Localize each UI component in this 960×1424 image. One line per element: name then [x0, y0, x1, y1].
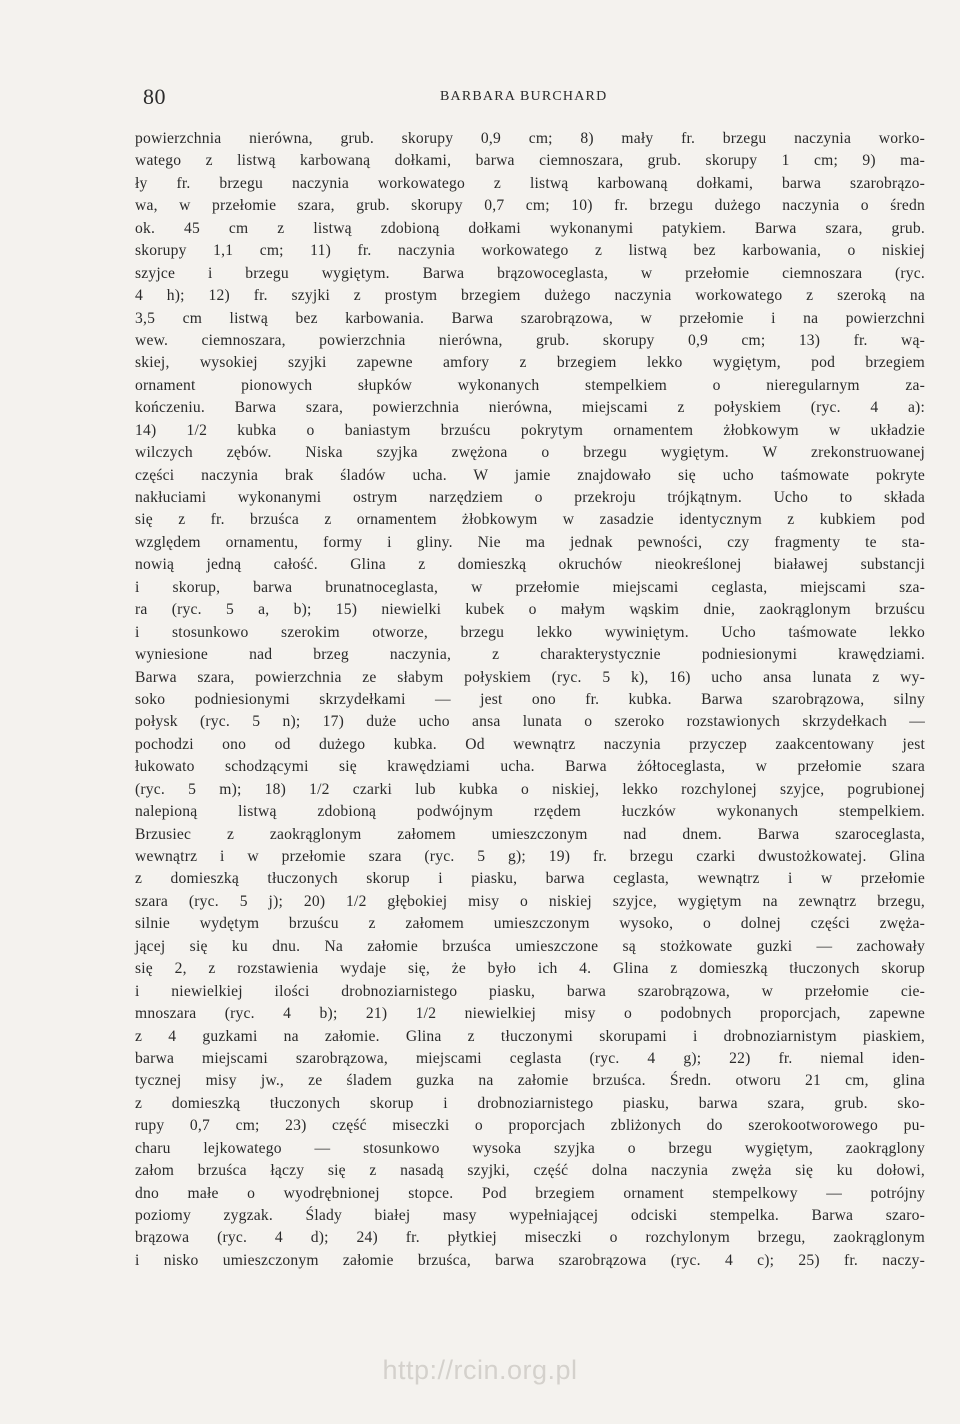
- text-line: i skorup, barwa brunatnoceglasta, w przełomie miejscami ceglasta, miejscami sza-: [135, 578, 925, 596]
- text-line: Barwa szara, powierzchnia ze słabym połyskiem (ryc. 5 k), 16) ucho ansa lunata z wy-: [135, 668, 925, 686]
- text-line: pochodzi ono od dużego kubka. Od wewnątrz naczynia przyczep zaakcentowany jest: [135, 735, 925, 753]
- text-line: nowią jedną całość. Glina z domieszką okruchów nieokreślonej białawej substancji: [135, 556, 925, 574]
- text-line: szyjce i brzegu wygiętym. Barwa brązowoceglasta, w przełomie ciemnoszara (ryc.: [135, 264, 925, 282]
- text-line: części naczynia brak śladów ucha. W jamie znajdowało się ucho taśmowate pokryte: [135, 466, 925, 484]
- text-line: wilczych zębów. Niska szyjka zwężona o brzegu wygiętym. W zrekonstruowanej: [135, 444, 925, 462]
- text-line: ok. 45 cm z listwą zdobioną dołkami wykonanymi patykiem. Barwa szara, grub.: [135, 219, 925, 237]
- text-line: dno małe o wyodrębnionej stopce. Pod brzegiem ornament stempelkowy — potrójny: [135, 1184, 925, 1202]
- text-line: załom brzuśca łączy się z nasadą szyjki, część dolna naczynia zwęża się ku dołowi,: [135, 1162, 925, 1180]
- text-line: z domieszką tłuczonych skorup i piasku, barwa ceglasta, wewnątrz i w przełomie: [135, 870, 925, 888]
- text-line: Brzusiec z zaokrąglonym załomem umieszczonym nad dnem. Barwa szaroceglasta,: [135, 825, 925, 843]
- text-line: poziomy zygzak. Ślady białej masy wypełniającej odciski stempelka. Barwa szaro-: [135, 1207, 925, 1224]
- text-line: soko podniesionymi skrzydełkami — jest ono fr. kubka. Barwa szarobrązowa, silny: [135, 690, 925, 708]
- text-line: (ryc. 5 m); 18) 1/2 czarki lub kubka o niskiej, lekko rozchylonej szyjce, pogrubionej: [135, 780, 925, 798]
- text-line: wewnątrz i w przełomie szara (ryc. 5 g); 19) fr. brzegu czarki dwustożkowatej. Glina: [135, 848, 925, 865]
- text-line: watego z listwą karbowaną dołkami, barwa ciemnoszara, grub. skorupy 1 cm; 9) ma-: [135, 152, 925, 170]
- text-line: skorupy 1,1 cm; 11) fr. naczynia workowatego z listwą bez karbowania, o niskiej: [135, 242, 925, 260]
- text-line: nalepioną listwą zdobioną podwójnym rzędem łuczków wykonanych stempelkiem.: [135, 803, 925, 821]
- text-line: jącej się ku dnu. Na załomie brzuśca umieszczone są stożkowate guzki — zachowały: [135, 937, 925, 955]
- text-line: wyniesione nad brzeg naczynia, z charakterystycznie podniesionymi krawędziami.: [135, 646, 925, 664]
- text-line: 3,5 cm listwą bez karbowania. Barwa szarobrązowa, w przełomie i na powierzchni: [135, 309, 925, 327]
- text-line: wew. ciemnoszara, powierzchnia nierówna, grub. skorupy 0,9 cm; 13) fr. wą-: [135, 331, 925, 349]
- body-text: [135, 128, 925, 1272]
- text-line: szara (ryc. 5 j); 20) 1/2 głębokiej misy o niskiej szyjce, wygiętym na zewnątrz brzegu,: [135, 892, 925, 910]
- text-line: barwa miejscami szarobrązowa, miejscami ceglasta (ryc. 4 g); 22) fr. niemal iden-: [135, 1049, 925, 1067]
- text-line: z domieszką tłuczonych skorup i drobnoziarnistego piasku, barwa szara, grub. sko-: [135, 1094, 925, 1112]
- text-line: z 4 guzkami na załomie. Glina z tłuczonymi skorupami i drobnoziarnistym piaskiem,: [135, 1027, 925, 1045]
- text-line: i niewielkiej ilości drobnoziarnistego piasku, barwa szarobrązowa, w przełomie cie-: [135, 982, 925, 1000]
- text-line: ra (ryc. 5 a, b); 15) niewielki kubek o małym wąskim dnie, zaokrąglonym brzuścu: [135, 601, 925, 619]
- text-line: 4 h); 12) fr. szyjki z prostym brzegiem dużego naczynia workowatego z szeroką na: [135, 287, 925, 305]
- text-line: silnie wydętym brzuścu z załomem umieszczonym wysoko, o dolnej części zwęża-: [135, 915, 925, 933]
- text-line: 14) 1/2 kubka o baniastym brzuścu pokrytym ornamentem żłobkowym w układzie: [135, 421, 925, 439]
- text-line: względem ornamentu, formy i gliny. Nie ma jednak pewności, czy fragmenty te sta-: [135, 533, 925, 551]
- text-line: i stosunkowo szerokim otworze, brzegu lekko wywiniętym. Ucho taśmowate lekko: [135, 623, 925, 641]
- text-line: połysk (ryc. 5 n); 17) duże ucho ansa lunata o szeroko rozstawionych skrzydełkach —: [135, 713, 925, 731]
- text-line: tycznej misy jw., ze śladem guzka na załomie brzuśca. Średn. otworu 21 cm, glina: [135, 1072, 925, 1090]
- text-line: kończeniu. Barwa szara, powierzchnia nierówna, miejscami z połyskiem (ryc. 4 a):: [135, 399, 925, 417]
- text-line: ły fr. brzegu naczynia workowatego z listwą karbowaną dołkami, barwa szarobrązo-: [135, 174, 925, 192]
- text-line: nakłuciami wykonanymi ostrym narzędziem o przekroju trójkątnym. Ucho to składa: [135, 489, 925, 506]
- text-line: się 2, z rozstawienia wydaje się, że było ich 4. Glina z domieszką tłuczonych skorup: [135, 960, 925, 978]
- text-line: brązowa (ryc. 4 d); 24) fr. płytkiej miseczki o rozchylonym brzegu, zaokrąglonym: [135, 1229, 925, 1247]
- text-line: charu lejkowatego — stosunkowo wysoka szyjka o brzegu wygiętym, zaokrąglony: [135, 1139, 925, 1157]
- text-line: skiej, wysokiej szyjki zapewne amfory z brzegiem lekko wygiętym, pod brzegiem: [135, 354, 925, 372]
- text-line: i nisko umieszczonym załomie brzuśca, barwa szarobrązowa (ryc. 4 c); 25) fr. naczy-: [135, 1251, 925, 1269]
- watermark-url: http://rcin.org.pl: [382, 1355, 578, 1385]
- text-line: mnoszara (ryc. 4 b); 21) 1/2 niewielkiej misy o podobnych proporcjach, zapewne: [135, 1005, 925, 1023]
- page-number: 80: [143, 84, 166, 109]
- text-line: wa, w przełomie szara, grub. skorupy 0,7 cm; 10) fr. brzegu dużego naczynia o średn: [135, 197, 925, 215]
- text-line: łukowato schodzącymi się krawędziami ucha. Barwa żółtoceglasta, w przełomie szara: [135, 758, 925, 776]
- running-header: BARBARA BURCHARD: [440, 89, 608, 104]
- text-line: się z fr. brzuśca z ornamentem żłobkowym w zasadzie identycznym z kubkiem pod: [135, 511, 925, 529]
- text-line: powierzchnia nierówna, grub. skorupy 0,9 cm; 8) mały fr. brzegu naczynia worko-: [135, 130, 925, 147]
- text-line: ornament pionowych słupków wykonanych stempelkiem o nieregularnym za-: [135, 376, 925, 394]
- text-line: rupy 0,7 cm; 23) część miseczki o proporcjach zbliżonych do szerokootworowego pu-: [135, 1117, 925, 1135]
